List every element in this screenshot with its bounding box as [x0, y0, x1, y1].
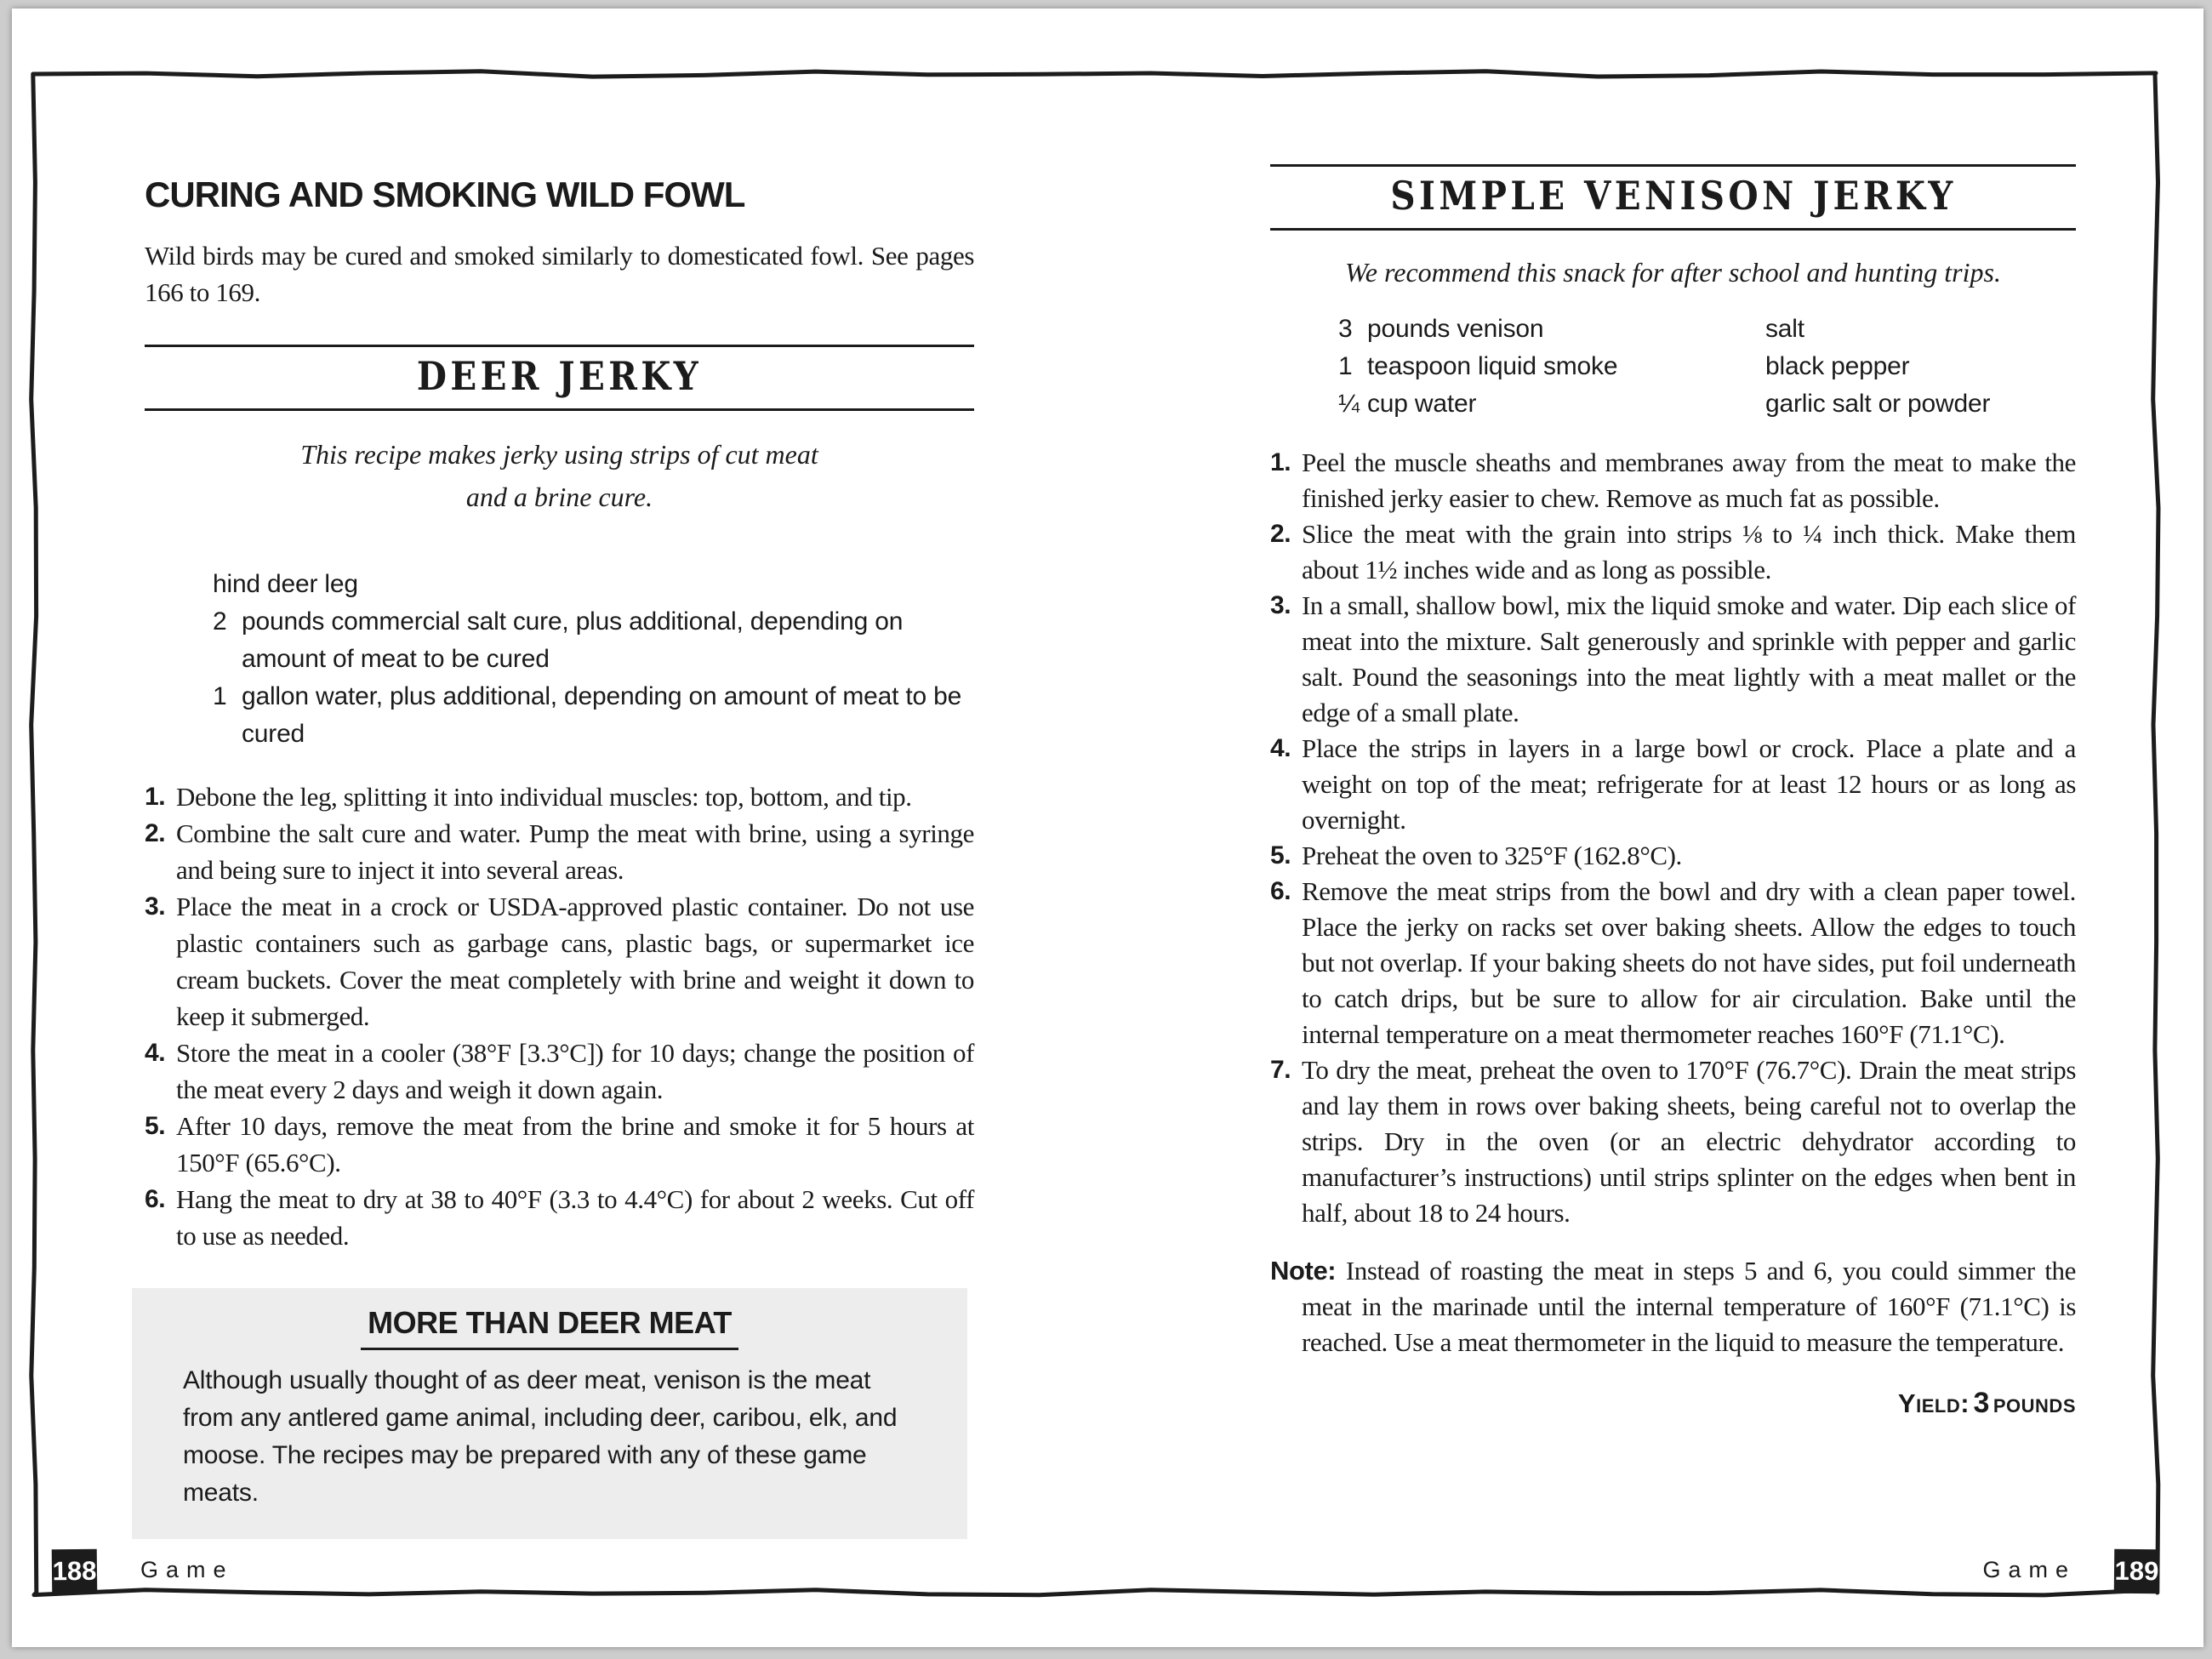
step-text: Preheat the oven to 325°F (162.8°C). [1302, 841, 1682, 870]
ingredient-text: garlic salt or powder [1765, 390, 1991, 418]
ingredient-list [145, 566, 974, 753]
ingredient-text: pounds commercial salt cure, plus additional, depending on amount of meat to be cured [242, 607, 904, 673]
recipe-step [145, 815, 974, 888]
recipe-step [145, 888, 974, 1035]
sidebar-box [132, 1288, 967, 1539]
step-number: 6. [145, 1185, 166, 1213]
recipe-title-rule [1270, 164, 2076, 231]
recipe-description: We recommend this snack for after school and hunting trips. [1345, 257, 2001, 288]
step-text: Remove the meat strips from the bowl and dry with a clean paper towel. Place the jerky on racks set over baking sheets. Allow the edges to touch but not overlap. If your baking sheets do not have sides, put foil underneath to catch drips, but be sure to allow for air circulation. Bake until the internal temperature on a meat thermometer reaches 160°F (71.1°C). [1302, 876, 2076, 1049]
step-number: 6. [1270, 877, 1291, 905]
step-number: 2. [1270, 520, 1291, 548]
recipe-step [1270, 516, 2076, 588]
note [1270, 1253, 2076, 1360]
right-page [1270, 164, 2076, 1420]
step-number: 3. [145, 892, 166, 921]
recipe-step [1270, 874, 2076, 1052]
ingredient-text: hind deer leg [213, 570, 358, 598]
step-text: Peel the muscle sheaths and membranes away from the meat to make the finished jerky easier to chew. Remove as much fat as possible. [1302, 448, 2076, 513]
step-number: 3. [1270, 591, 1291, 619]
ingredient-text: salt [1765, 315, 1804, 343]
note-label: Note: [1270, 1256, 1337, 1286]
ingredient-qty: 3 [1338, 315, 1353, 343]
ingredient-list-side [1765, 311, 1990, 423]
ingredient-row [145, 566, 974, 603]
recipe-description: This recipe makes jerky using strips of cut meat and a brine cure. [300, 439, 818, 512]
step-number: 5. [145, 1112, 166, 1140]
ingredient-row [145, 678, 974, 753]
yield-line [1270, 1387, 2076, 1420]
note-text: Instead of roasting the meat in steps 5 and 6, you could simmer the meat in the marinade until the internal temperature of 160°F (71.1°C) is reached. Use a meat thermometer in the liquid to measure the temperature. [1302, 1256, 2076, 1357]
recipe-step [1270, 731, 2076, 838]
step-number: 1. [145, 783, 166, 811]
step-text: Debone the leg, splitting it into individual muscles: top, bottom, and tip. [176, 782, 912, 812]
step-number: 5. [1270, 841, 1291, 869]
recipe-title: DEER JERKY [416, 353, 703, 399]
step-number: 7. [1270, 1056, 1291, 1084]
step-number: 2. [145, 819, 166, 847]
step-text: Combine the salt cure and water. Pump the meat with brine, using a syringe and being sure to inject it into several areas. [176, 818, 974, 885]
page-number-left: 188 [52, 1549, 98, 1594]
yield-amount: 3 [1973, 1387, 1990, 1419]
step-text: Store the meat in a cooler (38°F [3.3°C]) for 10 days; change the position of the meat every 2 days and weigh it down again. [176, 1038, 974, 1104]
step-text: Slice the meat with the grain into strips ⅛ to ¼ inch thick. Make them about 1½ inches wide and as long as possible. [1302, 519, 2076, 584]
ingredient-text: teaspoon liquid smoke [1367, 352, 1618, 380]
left-page [145, 174, 974, 1539]
recipe-step [1270, 588, 2076, 731]
ingredient-text: pounds venison [1367, 315, 1544, 343]
ingredient-row [145, 603, 974, 678]
running-head-left: Game [140, 1557, 234, 1582]
ingredient-qty: 1 [213, 682, 227, 710]
step-text: Hang the meat to dry at 38 to 40°F (3.3 to 4.4°C) for about 2 weeks. Cut off to use as needed. [176, 1184, 974, 1251]
step-number: 1. [1270, 448, 1291, 476]
ingredient-text: gallon water, plus additional, depending on amount of meat to be cured [242, 682, 962, 748]
recipe-title: SIMPLE VENISON JERKY [1389, 173, 1957, 219]
ingredient-qty: 1 [1338, 352, 1353, 380]
section-heading: CURING AND SMOKING WILD FOWL [145, 174, 745, 214]
sidebar-box-body: Although usually thought of as deer meat, venison is the meat from any antlered game animal, including deer, caribou, elk, and moose. The recipes may be prepared with any of these game meats. [183, 1366, 898, 1507]
recipe-step [1270, 838, 2076, 874]
yield-unit: pounds [1993, 1388, 2076, 1418]
recipe-step [145, 1108, 974, 1181]
recipe-step [1270, 1052, 2076, 1231]
recipe-step [145, 1035, 974, 1108]
ingredient-text: cup water [1367, 390, 1477, 418]
running-head-right: Game [1982, 1557, 2076, 1582]
ingredient-qty: ¼ [1338, 390, 1360, 418]
recipe-step [145, 778, 974, 815]
step-text: To dry the meat, preheat the oven to 170°F (76.7°C). Drain the meat strips and lay them in rows over baking sheets, being careful not to overlap the strips. Dry in the oven (or an electric dehydrator according to manufacturer’s instructions) until strips splinter on the edges when bent in half, about 18 to 24 hours. [1302, 1055, 2076, 1228]
step-list [145, 778, 974, 1254]
ingredient-qty: 2 [213, 607, 227, 636]
recipe-title-rule [145, 345, 974, 411]
yield-label: Yield: [1897, 1388, 1970, 1418]
intro-paragraph: Wild birds may be cured and smoked similarly to domesticated fowl. See pages 166 to 169. [145, 241, 974, 307]
recipe-step [1270, 445, 2076, 516]
ingredient-columns [1270, 311, 2076, 423]
recipe-step [145, 1181, 974, 1254]
step-list [1270, 445, 2076, 1231]
step-text: After 10 days, remove the meat from the brine and smoke it for 5 hours at 150°F (65.6°C). [176, 1111, 974, 1177]
step-text: Place the meat in a crock or USDA-approved plastic container. Do not use plastic containers such as garbage cans, plastic bags, or supermarket ice cream buckets. Cover the meat completely with brine and weight it down to keep it submerged. [176, 892, 974, 1031]
step-text: In a small, shallow bowl, mix the liquid smoke and water. Dip each slice of meat into the mixture. Salt generously and sprinkle with pepper and garlic salt. Pound the seasonings into the meat lightly with a meat mallet or the edge of a small plate. [1302, 590, 2076, 727]
page-number-right: 189 [2114, 1549, 2160, 1594]
step-number: 4. [1270, 734, 1291, 762]
step-text: Place the strips in layers in a large bowl or crock. Place a plate and a weight on top of the meat; refrigerate for at least 12 hours or as long as overnight. [1302, 733, 2076, 835]
step-number: 4. [145, 1039, 166, 1067]
ingredient-text: black pepper [1765, 352, 1910, 380]
sidebar-box-title: MORE THAN DEER MEAT [361, 1305, 738, 1350]
